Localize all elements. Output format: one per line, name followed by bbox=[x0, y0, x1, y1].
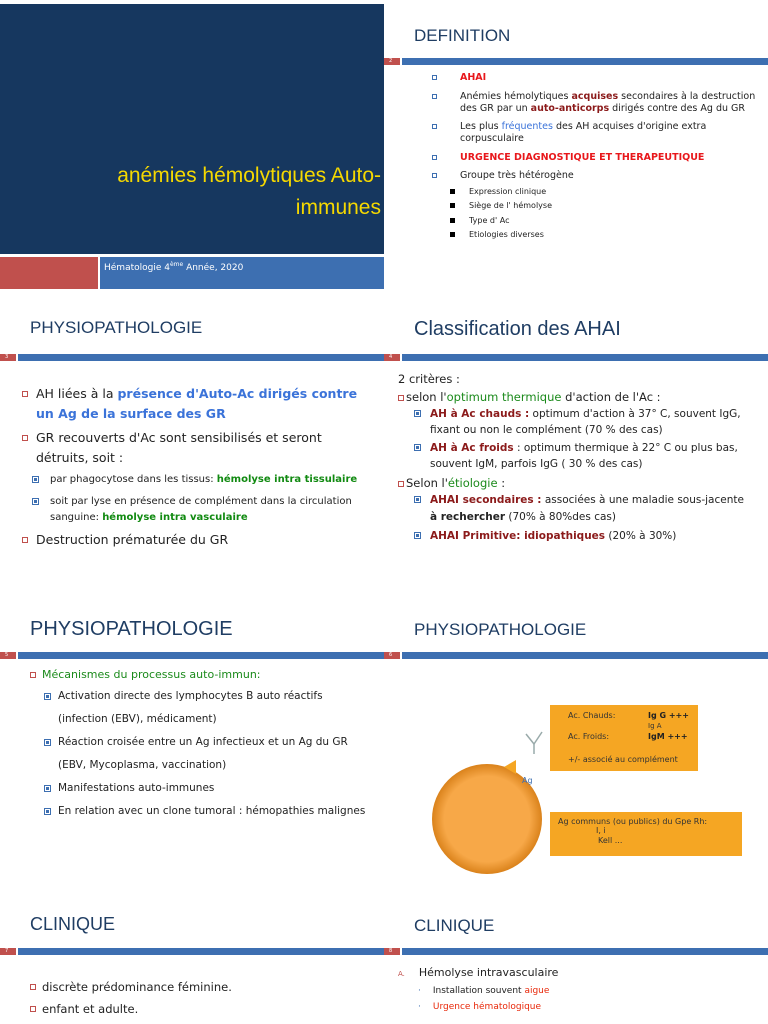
clinique-list: discrète prédominance féminine. enfant et adulte. bbox=[30, 976, 370, 1020]
slide-heading: PHYSIOPATHOLOGIE bbox=[414, 620, 587, 639]
antigen-icon bbox=[504, 760, 516, 774]
bullet-icon bbox=[432, 124, 437, 129]
slide-heading: CLINIQUE bbox=[30, 914, 116, 934]
slide-physiopathologie-3 bbox=[384, 610, 768, 910]
bullet-icon bbox=[414, 496, 421, 503]
bullet-icon bbox=[414, 444, 421, 451]
bullet-icon bbox=[398, 481, 404, 487]
sub-item: Etiologies diverses bbox=[450, 228, 756, 243]
bullet-icon bbox=[398, 395, 404, 401]
slide-number: 5 bbox=[5, 652, 9, 658]
bullet-icon bbox=[432, 75, 437, 80]
title-footer: Hématologie 4ème Année, 2020 bbox=[104, 261, 244, 273]
slide-bar bbox=[0, 948, 384, 955]
bullet-icon bbox=[432, 94, 437, 99]
physio-content: AH liées à la présence d'Auto-Ac dirigés contre un Ag de la surface des GR GR recouverts d'Ac sont sensibilisés et seront détruits, soit : par phagocytose dans les tissus: hémolyse intra tissulaire soit par lyse en présence de complément dans la circulation sanguine: hémolyse intra vasculaire Destruction prématurée du GR bbox=[22, 384, 358, 550]
bullet-icon bbox=[414, 532, 421, 539]
slide-classification bbox=[384, 306, 768, 606]
slide-heading: CLINIQUE bbox=[414, 916, 495, 935]
bullet-icon bbox=[22, 537, 28, 543]
slide-number: 3 bbox=[5, 354, 9, 360]
bullet-icon bbox=[32, 476, 39, 483]
antibody-diagram bbox=[384, 610, 768, 910]
title-red-band bbox=[0, 257, 98, 289]
sub-item: Type d' Ac bbox=[450, 214, 756, 229]
slide-number: 8 bbox=[389, 948, 393, 954]
slide-number: 7 bbox=[5, 948, 9, 954]
slide-number: 4 bbox=[389, 354, 393, 360]
bullet-icon bbox=[44, 739, 51, 746]
mechanisms-content: Mécanismes du processus auto-immun: Activation directe des lymphocytes B auto réactifs (infection (EBV), médicament) Réaction croisée entre un Ag infectieux et un Ag du GR (EBV, Mycoplasma, vaccination) Manifestations auto-immunes En relation avec un clone tumoral : hémopathies malignes bbox=[30, 666, 368, 823]
slide-title bbox=[0, 0, 384, 294]
public-antigens-box: Ag communs (ou publics) du Gpe Rh: I, i Kell ... bbox=[550, 812, 742, 856]
slide-clinique-1 bbox=[0, 906, 384, 1024]
slide-heading: Classification des AHAI bbox=[414, 318, 621, 340]
slide-number: 6 bbox=[389, 652, 393, 658]
slide-bar bbox=[384, 354, 768, 361]
slide-bar bbox=[384, 948, 768, 955]
slide-heading: PHYSIOPATHOLOGIE bbox=[30, 318, 203, 337]
antigen-label: Ag bbox=[522, 776, 533, 785]
slide-heading: PHYSIOPATHOLOGIE bbox=[30, 618, 233, 640]
bullet-icon bbox=[22, 435, 28, 441]
classification-content: 2 critères : selon l'optimum thermique d'action de l'Ac : AH à Ac chauds : optimum d'action à 37° C, souvent IgG, fixant ou non le complément (70 % des cas) AH à Ac froids : optimum thermique à 22° C ou plus bas, souvent IgM, parfois IgG ( 30 % des cas) Selon l'étiologie : AHAI secondaires : associées à une maladie sous-jacente à rechercher (70% à 80%des cas) AHAI Primitive: idiopathiques (20% à 30%) bbox=[398, 372, 744, 542]
sub-item: Siège de l' hémolyse bbox=[450, 199, 756, 214]
bullet-icon bbox=[44, 693, 51, 700]
antibody-types-box: Ac. Chauds: Ig G +++ Ig A Ac. Froids: IgM +++ +/- associé au complément bbox=[550, 705, 698, 771]
bullet-icon bbox=[32, 498, 39, 505]
bullet-icon bbox=[30, 672, 36, 678]
slide-physiopathologie-2 bbox=[0, 610, 384, 910]
slide-number: 2 bbox=[389, 58, 393, 64]
slide-physiopathologie-1 bbox=[0, 306, 384, 606]
slide-bar bbox=[384, 58, 768, 65]
hemolysis-list: A. Hémolyse intravasculaire · Installation souvent aigue · Urgence hématologique bbox=[398, 966, 559, 1012]
definition-content: AHAI Anémies hémolytiques acquises secondaires à la destruction des GR par un auto-anticorps dirigés contre des Ag du GR Les plus fréquentes des AH acquises d'origine extra corpusculaire URGENCE DIAGNOSTIQUE ET THERAPEUTIQUE Groupe très hétérogène Expression clinique Siège de l' hémolyse Type d' Ac Etiologies diverses bbox=[432, 72, 756, 243]
bullet-icon bbox=[30, 984, 36, 990]
bullet-icon bbox=[432, 155, 437, 160]
antibody-icon bbox=[522, 730, 546, 756]
bullet-icon bbox=[414, 410, 421, 417]
bullet-icon bbox=[30, 1006, 36, 1012]
slide-bar bbox=[0, 354, 384, 361]
slide-clinique-2 bbox=[384, 906, 768, 1024]
slide-heading: DEFINITION bbox=[414, 26, 511, 45]
presentation-title: anémies hémolytiques Auto- immunes bbox=[117, 164, 381, 219]
bullet-icon bbox=[44, 808, 51, 815]
sub-item: Expression clinique bbox=[450, 185, 756, 200]
slide-bar bbox=[0, 652, 384, 659]
bullet-icon bbox=[432, 173, 437, 178]
bullet-icon bbox=[22, 391, 28, 397]
slide-definition bbox=[384, 0, 768, 300]
bullet-icon bbox=[44, 785, 51, 792]
